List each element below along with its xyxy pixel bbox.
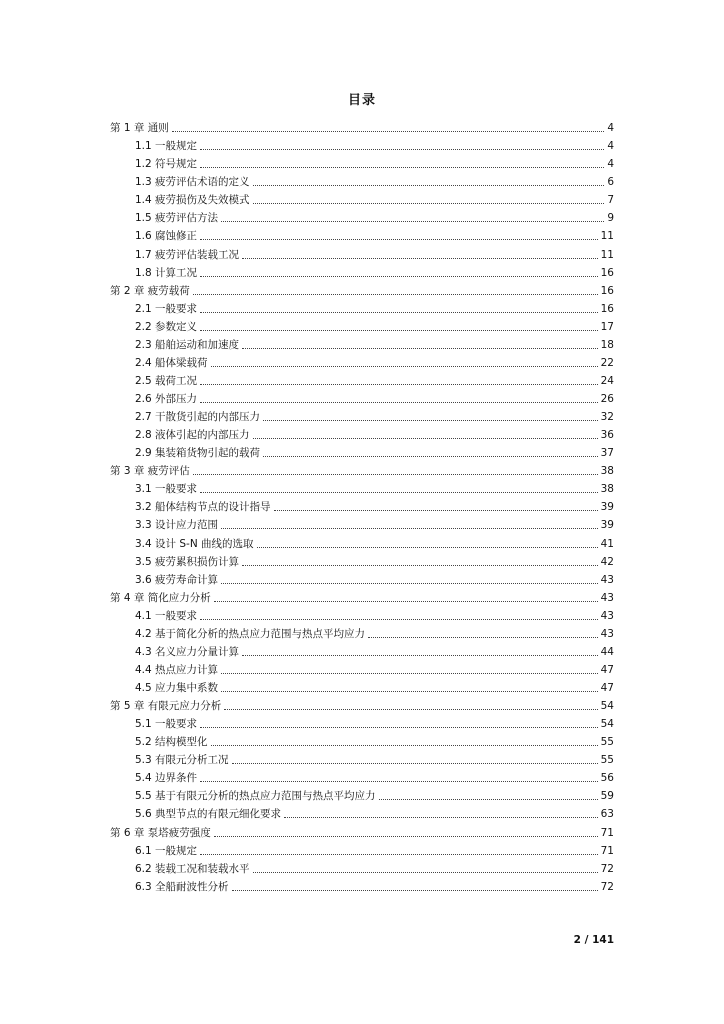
- toc-dot-leader: [200, 239, 598, 240]
- toc-dot-leader: [200, 276, 598, 277]
- toc-entry-label: 3.4 设计 S-N 曲线的选取: [135, 537, 254, 550]
- toc-dot-leader: [200, 149, 604, 150]
- toc-dot-leader: [200, 402, 598, 403]
- toc-entry-page-number: 36: [600, 429, 614, 442]
- toc-dot-leader: [242, 348, 598, 349]
- toc-entry-label: 2.4 船体梁载荷: [135, 356, 208, 369]
- toc-entry-page-number: 9: [607, 212, 614, 225]
- toc-entry-page-number: 39: [600, 519, 614, 532]
- toc-entry-page-number: 44: [600, 645, 614, 658]
- toc-dot-leader: [253, 872, 598, 873]
- toc-chapter-entry[interactable]: [110, 460, 614, 478]
- toc-dot-leader: [221, 673, 598, 674]
- toc-entry-page-number: 32: [600, 411, 614, 424]
- toc-dot-leader: [242, 655, 598, 656]
- toc-dot-leader: [200, 312, 598, 313]
- toc-section-entry[interactable]: [110, 785, 614, 803]
- toc-section-entry[interactable]: [110, 189, 614, 207]
- toc-entry-page-number: 38: [600, 483, 614, 496]
- toc-entry-label: 第 2 章 疲劳载荷: [110, 284, 190, 297]
- toc-entry-page-number: 54: [600, 718, 614, 731]
- toc-section-entry[interactable]: [110, 551, 614, 569]
- toc-entry-label: 5.2 结构模型化: [135, 736, 208, 749]
- toc-dot-leader: [214, 601, 598, 602]
- toc-entry-label: 1.4 疲劳损伤及失效模式: [135, 194, 250, 207]
- toc-entry-label: 1.1 一般规定: [135, 140, 198, 153]
- toc-section-entry[interactable]: [110, 334, 614, 352]
- toc-dot-leader: [214, 836, 598, 837]
- toc-chapter-entry[interactable]: [110, 117, 614, 135]
- toc-section-entry[interactable]: [110, 478, 614, 496]
- toc-entry-label: 1.7 疲劳评估装载工况: [135, 248, 240, 261]
- toc-section-entry[interactable]: [110, 767, 614, 785]
- toc-dot-leader: [172, 131, 605, 132]
- toc-entry-page-number: 56: [600, 772, 614, 785]
- toc-dot-leader: [211, 745, 598, 746]
- toc-section-entry[interactable]: [110, 225, 614, 243]
- toc-entry-label: 5.4 边界条件: [135, 772, 198, 785]
- toc-section-entry[interactable]: [110, 243, 614, 261]
- toc-dot-leader: [221, 583, 598, 584]
- toc-dot-leader: [224, 709, 597, 710]
- toc-entry-label: 4.5 应力集中系数: [135, 682, 219, 694]
- toc-section-entry[interactable]: [110, 370, 614, 388]
- toc-entry-page-number: 4: [607, 140, 614, 153]
- toc-entry-label: 1.6 腐蚀修正: [135, 230, 198, 243]
- toc-entry-label: 4.4 热点应力计算: [135, 663, 219, 676]
- toc-entry-page-number: 59: [600, 790, 614, 803]
- toc-entry-page-number: 4: [607, 122, 614, 135]
- toc-dot-leader: [193, 474, 598, 475]
- toc-section-entry[interactable]: [110, 316, 614, 334]
- toc-entry-page-number: 22: [600, 356, 614, 369]
- toc-entry-page-number: 43: [600, 591, 614, 604]
- toc-dot-leader: [379, 799, 598, 800]
- toc-entry-label: 4.3 名义应力分量计算: [135, 645, 240, 658]
- toc-section-entry[interactable]: [110, 514, 614, 532]
- toc-entry-label: 3.6 疲劳寿命计算: [135, 573, 219, 586]
- toc-entry-label: 2.7 干散货引起的内部压力: [135, 411, 261, 424]
- toc-entry-page-number: 16: [600, 266, 614, 279]
- toc-entry-page-number: 11: [600, 248, 614, 261]
- toc-entry-page-number: 72: [600, 880, 614, 893]
- toc-dot-leader: [200, 727, 598, 728]
- toc-section-entry[interactable]: [110, 858, 614, 876]
- toc-section-entry[interactable]: [110, 713, 614, 731]
- toc-entry-label: 3.2 船体结构节点的设计指导: [135, 501, 271, 514]
- toc-entry-page-number: 63: [600, 808, 614, 821]
- toc-dot-leader: [200, 854, 598, 855]
- page-number: 2 / 141: [573, 934, 614, 946]
- toc-entry-page-number: 47: [600, 682, 614, 694]
- toc-dot-leader: [193, 294, 598, 295]
- toc-section-entry[interactable]: [110, 388, 614, 406]
- toc-section-entry[interactable]: [110, 840, 614, 858]
- toc-section-entry[interactable]: [110, 569, 614, 587]
- toc-entry-label: 第 6 章 泵塔疲劳强度: [110, 826, 211, 839]
- toc-entry-label: 2.1 一般要求: [135, 302, 198, 315]
- toc-section-entry[interactable]: [110, 153, 614, 171]
- toc-section-entry[interactable]: [110, 605, 614, 623]
- toc-entry-page-number: 18: [600, 338, 614, 351]
- toc-entry-label: 1.5 疲劳评估方法: [135, 212, 219, 225]
- toc-entry-page-number: 17: [600, 320, 614, 333]
- toc-dot-leader: [274, 510, 598, 511]
- toc-entry-label: 5.5 基于有限元分析的热点应力范围与热点平均应力: [135, 790, 376, 803]
- toc-section-entry[interactable]: [110, 298, 614, 316]
- toc-entry-label: 2.9 集装箱货物引起的载荷: [135, 447, 261, 460]
- toc-entry-page-number: 71: [600, 826, 614, 839]
- toc-entry-page-number: 38: [600, 465, 614, 478]
- toc-entry-page-number: 26: [600, 393, 614, 405]
- toc-section-entry[interactable]: [110, 677, 614, 695]
- toc-section-entry[interactable]: [110, 171, 614, 189]
- toc-entry-label: 第 1 章 通则: [110, 122, 169, 135]
- toc-section-entry[interactable]: [110, 262, 614, 280]
- toc-section-entry[interactable]: [110, 442, 614, 460]
- toc-entry-label: 2.8 液体引起的内部压力: [135, 429, 250, 442]
- toc-entry-page-number: 55: [600, 754, 614, 767]
- toc-section-entry[interactable]: [110, 496, 614, 514]
- toc-entry-page-number: 43: [600, 573, 614, 586]
- toc-dot-leader: [200, 619, 598, 620]
- toc-chapter-entry[interactable]: [110, 695, 614, 713]
- toc-dot-leader: [253, 185, 605, 186]
- toc-entry-page-number: 11: [600, 230, 614, 243]
- toc-dot-leader: [253, 438, 598, 439]
- toc-dot-leader: [257, 547, 598, 548]
- toc-entry-label: 3.1 一般要求: [135, 483, 198, 496]
- toc-dot-leader: [368, 637, 598, 638]
- toc-entry-page-number: 54: [600, 700, 614, 713]
- toc-entry-label: 5.3 有限元分析工况: [135, 754, 229, 767]
- toc-entry-page-number: 6: [607, 176, 614, 189]
- toc-entry-label: 4.2 基于简化分析的热点应力范围与热点平均应力: [135, 627, 366, 640]
- toc-section-entry[interactable]: [110, 876, 614, 894]
- toc-entry-page-number: 43: [600, 609, 614, 622]
- toc-entry-page-number: 71: [600, 844, 614, 857]
- toc-entry-label: 4.1 一般要求: [135, 609, 198, 622]
- toc-entry-label: 第 3 章 疲劳评估: [110, 465, 190, 478]
- toc-dot-leader: [200, 167, 604, 168]
- toc-entry-label: 1.2 符号规定: [135, 158, 198, 171]
- toc-entry-label: 5.1 一般要求: [135, 718, 198, 731]
- toc-entry-label: 1.3 疲劳评估术语的定义: [135, 176, 250, 189]
- toc-section-entry[interactable]: [110, 352, 614, 370]
- toc-section-entry[interactable]: [110, 532, 614, 550]
- toc-dot-leader: [200, 781, 598, 782]
- toc-entry-label: 3.5 疲劳累积损伤计算: [135, 555, 240, 568]
- toc-dot-leader: [284, 817, 598, 818]
- toc-section-entry[interactable]: [110, 135, 614, 153]
- toc-dot-leader: [200, 330, 598, 331]
- toc-dot-leader: [253, 203, 605, 204]
- toc-entry-label: 5.6 典型节点的有限元细化要求: [135, 808, 282, 821]
- toc-dot-leader: [200, 492, 598, 493]
- toc-entry-page-number: 4: [607, 158, 614, 171]
- table-of-contents: [110, 117, 614, 894]
- toc-entry-label: 2.5 载荷工况: [135, 374, 198, 387]
- toc-dot-leader: [221, 528, 598, 529]
- toc-entry-page-number: 16: [600, 302, 614, 315]
- toc-entry-label: 2.2 参数定义: [135, 320, 198, 333]
- toc-entry-page-number: 43: [600, 627, 614, 640]
- toc-dot-leader: [221, 691, 598, 692]
- toc-section-entry[interactable]: [110, 749, 614, 767]
- toc-dot-leader: [211, 366, 598, 367]
- toc-dot-leader: [232, 763, 598, 764]
- toc-entry-label: 1.8 计算工况: [135, 266, 198, 279]
- toc-entry-page-number: 16: [600, 284, 614, 297]
- toc-dot-leader: [263, 420, 598, 421]
- toc-section-entry[interactable]: [110, 803, 614, 821]
- toc-chapter-entry[interactable]: [110, 587, 614, 605]
- toc-entry-label: 6.1 一般规定: [135, 844, 198, 857]
- toc-section-entry[interactable]: [110, 659, 614, 677]
- toc-entry-label: 2.6 外部压力: [135, 393, 198, 405]
- toc-entry-page-number: 47: [600, 663, 614, 676]
- toc-section-entry[interactable]: [110, 641, 614, 659]
- toc-section-entry[interactable]: [110, 406, 614, 424]
- toc-entry-label: 3.3 设计应力范围: [135, 519, 219, 532]
- page-title: 目录: [347, 93, 376, 108]
- toc-section-entry[interactable]: [110, 424, 614, 442]
- toc-chapter-entry[interactable]: [110, 280, 614, 298]
- toc-entry-page-number: 37: [600, 447, 614, 460]
- toc-dot-leader: [232, 890, 598, 891]
- toc-entry-page-number: 55: [600, 736, 614, 749]
- toc-chapter-entry[interactable]: [110, 821, 614, 839]
- toc-entry-page-number: 7: [607, 194, 614, 207]
- toc-dot-leader: [242, 258, 598, 259]
- toc-entry-label: 第 4 章 简化应力分析: [110, 591, 211, 604]
- toc-section-entry[interactable]: [110, 623, 614, 641]
- toc-section-entry[interactable]: [110, 731, 614, 749]
- toc-entry-page-number: 39: [600, 501, 614, 514]
- toc-entry-label: 6.3 全船耐波性分析: [135, 880, 229, 893]
- toc-dot-leader: [263, 456, 598, 457]
- toc-entry-page-number: 24: [600, 374, 614, 387]
- toc-entry-label: 6.2 装载工况和装载水平: [135, 862, 250, 875]
- toc-entry-page-number: 72: [600, 862, 614, 875]
- toc-dot-leader: [242, 565, 598, 566]
- toc-section-entry[interactable]: [110, 207, 614, 225]
- toc-dot-leader: [221, 221, 604, 222]
- toc-entry-page-number: 42: [600, 555, 614, 568]
- toc-entry-label: 第 5 章 有限元应力分析: [110, 700, 222, 713]
- toc-dot-leader: [200, 384, 598, 385]
- toc-entry-label: 2.3 船舶运动和加速度: [135, 338, 240, 351]
- toc-entry-page-number: 41: [600, 537, 614, 550]
